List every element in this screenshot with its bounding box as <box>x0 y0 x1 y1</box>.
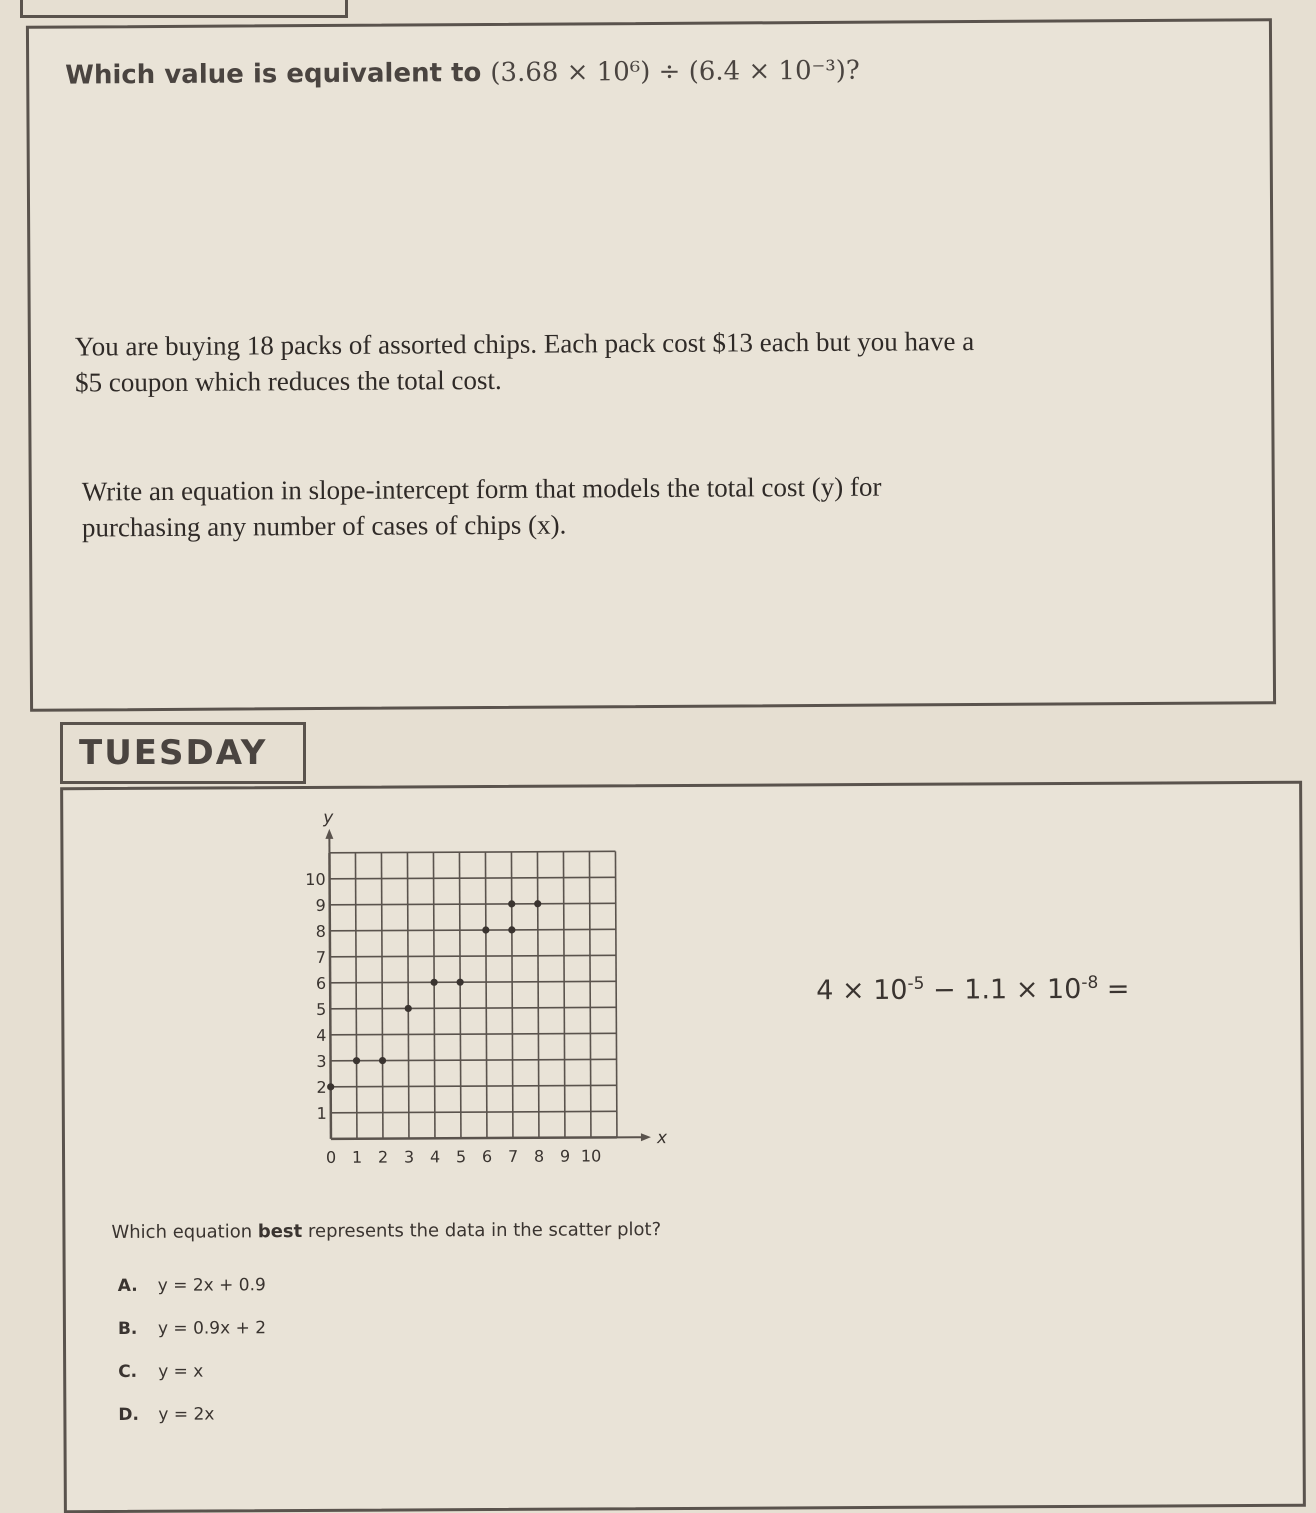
question-box-monday <box>26 18 1276 712</box>
choice-text: y = 2x + 0.9 <box>158 1275 266 1319</box>
y-tick-label: 9 <box>315 896 325 915</box>
data-point <box>508 926 515 933</box>
grid-line-horizontal <box>331 1059 617 1060</box>
choice-a[interactable] <box>118 1275 266 1319</box>
grid-line-horizontal <box>329 851 615 852</box>
question-expression: (3.68 × 10⁶) ÷ (6.4 × 10⁻³)? <box>490 56 860 88</box>
question-scientific-division <box>65 56 860 91</box>
y-tick-label: 2 <box>316 1078 326 1097</box>
grid-line-horizontal <box>331 1137 617 1138</box>
grid-line-vertical <box>459 852 460 1138</box>
grid-line-horizontal <box>331 1085 617 1086</box>
choice-letter: B. <box>118 1319 138 1362</box>
choice-b[interactable] <box>118 1318 266 1362</box>
x-arrowhead <box>641 1133 651 1141</box>
q3-post: represents the data in the scatter plot? <box>302 1219 661 1242</box>
choice-letter: C. <box>118 1362 138 1405</box>
choice-letter: A. <box>118 1276 138 1319</box>
x-tick-label: 8 <box>534 1147 544 1166</box>
question-text: Which value is equivalent to <box>65 58 490 91</box>
expr-term-b: − 1.1 × 10 <box>924 974 1081 1006</box>
x-tick-label: 4 <box>430 1147 440 1166</box>
y-tick-label: 4 <box>316 1026 326 1045</box>
chips-problem-prompt: Write an equation in slope-intercept form that models the total cost (y) for purchasing any number of cases of chips (x). <box>82 468 982 545</box>
x-tick-label: 7 <box>508 1147 518 1166</box>
scatter-question <box>111 1219 661 1243</box>
grid-line-vertical <box>485 852 486 1138</box>
x-tick-label: 1 <box>352 1148 362 1167</box>
x-tick-label: 3 <box>404 1147 414 1166</box>
x-tick-label: 6 <box>482 1147 492 1166</box>
grid-line-horizontal <box>330 981 616 982</box>
grid-line-vertical <box>355 853 356 1139</box>
grid-line-horizontal <box>330 1007 616 1008</box>
grid-line-vertical <box>433 852 434 1138</box>
q3-pre: Which equation <box>111 1221 257 1243</box>
expr-equals: = <box>1098 974 1129 1005</box>
data-point <box>534 900 541 907</box>
answer-choices <box>118 1275 267 1448</box>
x-tick-label: 0 <box>326 1148 336 1167</box>
scientific-subtraction-expression <box>816 973 1129 1007</box>
grid-line-vertical <box>381 853 382 1139</box>
data-point <box>482 926 489 933</box>
y-tick-label: 8 <box>316 922 326 941</box>
data-point <box>327 1083 334 1090</box>
x-tick-label: 5 <box>456 1147 466 1166</box>
y-tick-label: 3 <box>316 1052 326 1071</box>
data-point <box>431 979 438 986</box>
data-point <box>353 1057 360 1064</box>
data-point <box>457 979 464 986</box>
question-box-tuesday <box>60 781 1306 1513</box>
scatter-plot <box>289 837 711 1199</box>
x-axis-label: x <box>656 1128 668 1148</box>
choice-c[interactable] <box>118 1361 266 1405</box>
grid-line-horizontal <box>330 877 616 878</box>
choice-text: y = x <box>158 1362 203 1405</box>
choice-text: y = 2x <box>158 1404 214 1447</box>
chips-problem-text: You are buying 18 packs of assorted chips. Each pack cost $13 each but you have a $5 coupon which reduces the total cost. <box>75 323 975 400</box>
expr-exp-a: -5 <box>907 974 924 994</box>
expr-exp-b: -8 <box>1081 973 1098 993</box>
y-axis-label: y <box>322 808 334 828</box>
choice-letter: D. <box>118 1405 138 1448</box>
grid-line-vertical <box>589 851 590 1137</box>
grid-line-vertical <box>615 851 616 1137</box>
previous-box <box>20 0 348 18</box>
q3-bold: best <box>258 1221 303 1242</box>
x-tick-label: 9 <box>560 1147 570 1166</box>
y-tick-label: 1 <box>317 1104 327 1123</box>
choice-d[interactable] <box>118 1404 266 1448</box>
expr-term-a: 4 × 10 <box>816 975 907 1006</box>
data-point <box>379 1057 386 1064</box>
y-tick-label: 5 <box>316 1000 326 1019</box>
choice-text: y = 0.9x + 2 <box>158 1318 266 1362</box>
y-tick-label: 6 <box>316 974 326 993</box>
grid-line-horizontal <box>330 1033 616 1034</box>
y-tick-label: 7 <box>316 948 326 967</box>
section-label-tuesday: TUESDAY <box>60 722 306 784</box>
grid-line-horizontal <box>330 929 616 930</box>
data-point <box>405 1005 412 1012</box>
y-arrowhead <box>325 829 333 839</box>
grid-line-horizontal <box>330 903 616 904</box>
grid-line-vertical <box>329 853 330 1139</box>
data-point <box>508 900 515 907</box>
grid-line-vertical <box>563 852 564 1138</box>
grid-line-horizontal <box>331 1111 617 1112</box>
grid-line-horizontal <box>330 955 616 956</box>
x-tick-label: 2 <box>378 1148 388 1167</box>
grid-line-vertical <box>511 852 512 1138</box>
grid-line-vertical <box>407 852 408 1138</box>
grid-line-vertical <box>537 852 538 1138</box>
y-tick-label: 10 <box>305 870 325 889</box>
x-tick-label: 10 <box>581 1146 601 1165</box>
